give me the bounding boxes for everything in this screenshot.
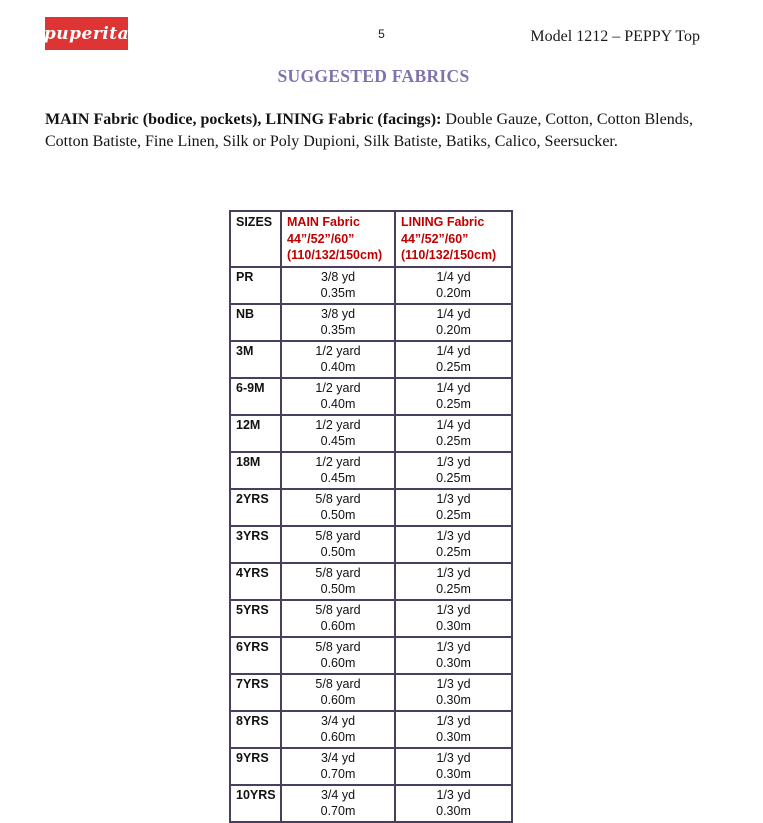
header-main-line2: 44”/52”/60” — [287, 231, 355, 246]
lining-yardage: 1/3 yd — [436, 750, 471, 765]
main-fabric-cell — [281, 341, 395, 378]
main-yardage: 3/8 yd — [320, 306, 356, 321]
main-fabric-cell — [281, 304, 395, 341]
table-row — [230, 748, 512, 785]
size-cell: 12M — [230, 415, 281, 452]
lining-yardage: 1/3 yd — [436, 491, 471, 506]
lining-meters: 0.30m — [436, 619, 471, 633]
main-yardage: 3/4 yd — [320, 787, 356, 802]
main-meters: 0.60m — [320, 730, 356, 744]
header-lining-fabric — [395, 211, 512, 267]
lining-yardage: 1/3 yd — [436, 787, 471, 802]
lining-meters: 0.20m — [436, 286, 471, 300]
size-cell: 10YRS — [230, 785, 281, 822]
main-fabric-cell — [281, 600, 395, 637]
main-yardage: 3/4 yd — [320, 713, 356, 728]
main-yardage: 5/8 yard — [315, 639, 361, 654]
main-yardage: 1/2 yard — [315, 380, 361, 395]
lining-meters: 0.25m — [436, 545, 471, 559]
header-lining-line1: LINING Fabric — [401, 215, 485, 229]
main-meters: 0.70m — [320, 804, 356, 818]
lining-fabric-cell — [395, 600, 512, 637]
main-fabric-cell — [281, 415, 395, 452]
table-row — [230, 341, 512, 378]
main-fabric-cell — [281, 785, 395, 822]
main-meters: 0.50m — [320, 508, 356, 522]
fabric-table-body — [230, 267, 512, 822]
lining-meters: 0.30m — [436, 730, 471, 744]
main-yardage: 1/2 yard — [315, 454, 361, 469]
table-row — [230, 600, 512, 637]
lining-yardage: 1/3 yd — [436, 454, 471, 469]
size-cell: 4YRS — [230, 563, 281, 600]
main-fabric-cell — [281, 526, 395, 563]
main-meters: 0.35m — [320, 286, 356, 300]
lining-meters: 0.25m — [436, 582, 471, 596]
size-cell: 3YRS — [230, 526, 281, 563]
size-cell: 6-9M — [230, 378, 281, 415]
lining-yardage: 1/4 yd — [436, 380, 471, 395]
header-sizes: SIZES — [230, 211, 281, 267]
main-meters: 0.45m — [320, 471, 356, 485]
lining-fabric-cell — [395, 563, 512, 600]
main-fabric-cell — [281, 267, 395, 304]
lining-fabric-cell — [395, 785, 512, 822]
logo-text: puperita — [43, 23, 130, 44]
size-cell: 5YRS — [230, 600, 281, 637]
table-row — [230, 267, 512, 304]
header-main-line3: (110/132/150cm) — [287, 248, 383, 262]
main-meters: 0.60m — [320, 619, 356, 633]
size-cell: 6YRS — [230, 637, 281, 674]
main-meters: 0.40m — [320, 397, 356, 411]
lining-yardage: 1/4 yd — [436, 343, 471, 358]
lining-meters: 0.30m — [436, 804, 471, 818]
main-fabric-cell — [281, 378, 395, 415]
main-meters: 0.35m — [320, 323, 356, 337]
table-row — [230, 674, 512, 711]
main-fabric-cell — [281, 452, 395, 489]
lining-fabric-cell — [395, 748, 512, 785]
main-fabric-cell — [281, 563, 395, 600]
main-meters: 0.40m — [320, 360, 356, 374]
main-meters: 0.60m — [320, 693, 356, 707]
main-yardage: 5/8 yard — [315, 491, 361, 506]
size-cell: 18M — [230, 452, 281, 489]
table-row — [230, 637, 512, 674]
lining-fabric-cell — [395, 637, 512, 674]
lining-fabric-cell — [395, 526, 512, 563]
lining-fabric-cell — [395, 489, 512, 526]
table-row — [230, 785, 512, 822]
main-fabric-cell — [281, 748, 395, 785]
main-yardage: 3/8 yd — [320, 269, 356, 284]
lining-fabric-cell — [395, 711, 512, 748]
lining-fabric-cell — [395, 341, 512, 378]
lining-fabric-cell — [395, 452, 512, 489]
header-main-line1: MAIN Fabric — [287, 215, 360, 229]
main-meters: 0.45m — [320, 434, 356, 448]
size-cell: NB — [230, 304, 281, 341]
main-meters: 0.50m — [320, 582, 356, 596]
size-cell: 8YRS — [230, 711, 281, 748]
size-cell: 2YRS — [230, 489, 281, 526]
table-row — [230, 304, 512, 341]
lining-yardage: 1/4 yd — [436, 306, 471, 321]
table-row — [230, 711, 512, 748]
lining-yardage: 1/3 yd — [436, 602, 471, 617]
main-yardage: 5/8 yard — [315, 528, 361, 543]
size-cell: 7YRS — [230, 674, 281, 711]
lining-yardage: 1/3 yd — [436, 676, 471, 691]
fabric-requirements-table — [229, 210, 513, 823]
main-fabric-cell — [281, 674, 395, 711]
main-meters: 0.60m — [320, 656, 356, 670]
main-meters: 0.70m — [320, 767, 356, 781]
lining-fabric-cell — [395, 674, 512, 711]
main-fabric-cell — [281, 489, 395, 526]
page-number: 5 — [378, 27, 385, 41]
lining-meters: 0.30m — [436, 693, 471, 707]
header-lining-line3: (110/132/150cm) — [401, 248, 497, 262]
intro-fabric-list: Double Gauze, Cotton, Cotton Blends, Cotton Batiste, Fine Linen, Silk or Poly Dupioni, Silk Batiste, Batiks, Calico, Seersucker. — [45, 111, 693, 150]
table-row — [230, 526, 512, 563]
size-cell: PR — [230, 267, 281, 304]
lining-yardage: 1/3 yd — [436, 639, 471, 654]
lining-meters: 0.20m — [436, 323, 471, 337]
model-title: Model 1212 – PEPPY Top — [530, 28, 700, 45]
main-yardage: 1/2 yard — [315, 343, 361, 358]
table-row — [230, 452, 512, 489]
lining-meters: 0.30m — [436, 656, 471, 670]
main-yardage: 3/4 yd — [320, 750, 356, 765]
table-row — [230, 378, 512, 415]
lining-meters: 0.25m — [436, 360, 471, 374]
main-fabric-cell — [281, 711, 395, 748]
lining-meters: 0.25m — [436, 397, 471, 411]
lining-yardage: 1/4 yd — [436, 417, 471, 432]
lining-meters: 0.25m — [436, 471, 471, 485]
lining-fabric-cell — [395, 415, 512, 452]
table-row — [230, 415, 512, 452]
table-header-row — [230, 211, 512, 267]
lining-yardage: 1/3 yd — [436, 713, 471, 728]
lining-yardage: 1/3 yd — [436, 528, 471, 543]
intro-paragraph — [45, 109, 721, 153]
size-cell: 9YRS — [230, 748, 281, 785]
intro-bold-lead: MAIN Fabric (bodice, pockets), LINING Fabric (facings): — [45, 111, 442, 128]
header-lining-line2: 44”/52”/60” — [401, 231, 469, 246]
lining-meters: 0.30m — [436, 767, 471, 781]
main-meters: 0.50m — [320, 545, 356, 559]
lining-yardage: 1/3 yd — [436, 565, 471, 580]
main-yardage: 5/8 yard — [315, 565, 361, 580]
size-cell: 3M — [230, 341, 281, 378]
main-yardage: 5/8 yard — [315, 676, 361, 691]
main-yardage: 5/8 yard — [315, 602, 361, 617]
table-row — [230, 563, 512, 600]
table-row — [230, 489, 512, 526]
main-fabric-cell — [281, 637, 395, 674]
lining-fabric-cell — [395, 267, 512, 304]
header-main-fabric — [281, 211, 395, 267]
lining-fabric-cell — [395, 378, 512, 415]
lining-fabric-cell — [395, 304, 512, 341]
lining-yardage: 1/4 yd — [436, 269, 471, 284]
lining-meters: 0.25m — [436, 434, 471, 448]
main-yardage: 1/2 yard — [315, 417, 361, 432]
section-title: SUGGESTED FABRICS — [277, 66, 470, 86]
lining-meters: 0.25m — [436, 508, 471, 522]
